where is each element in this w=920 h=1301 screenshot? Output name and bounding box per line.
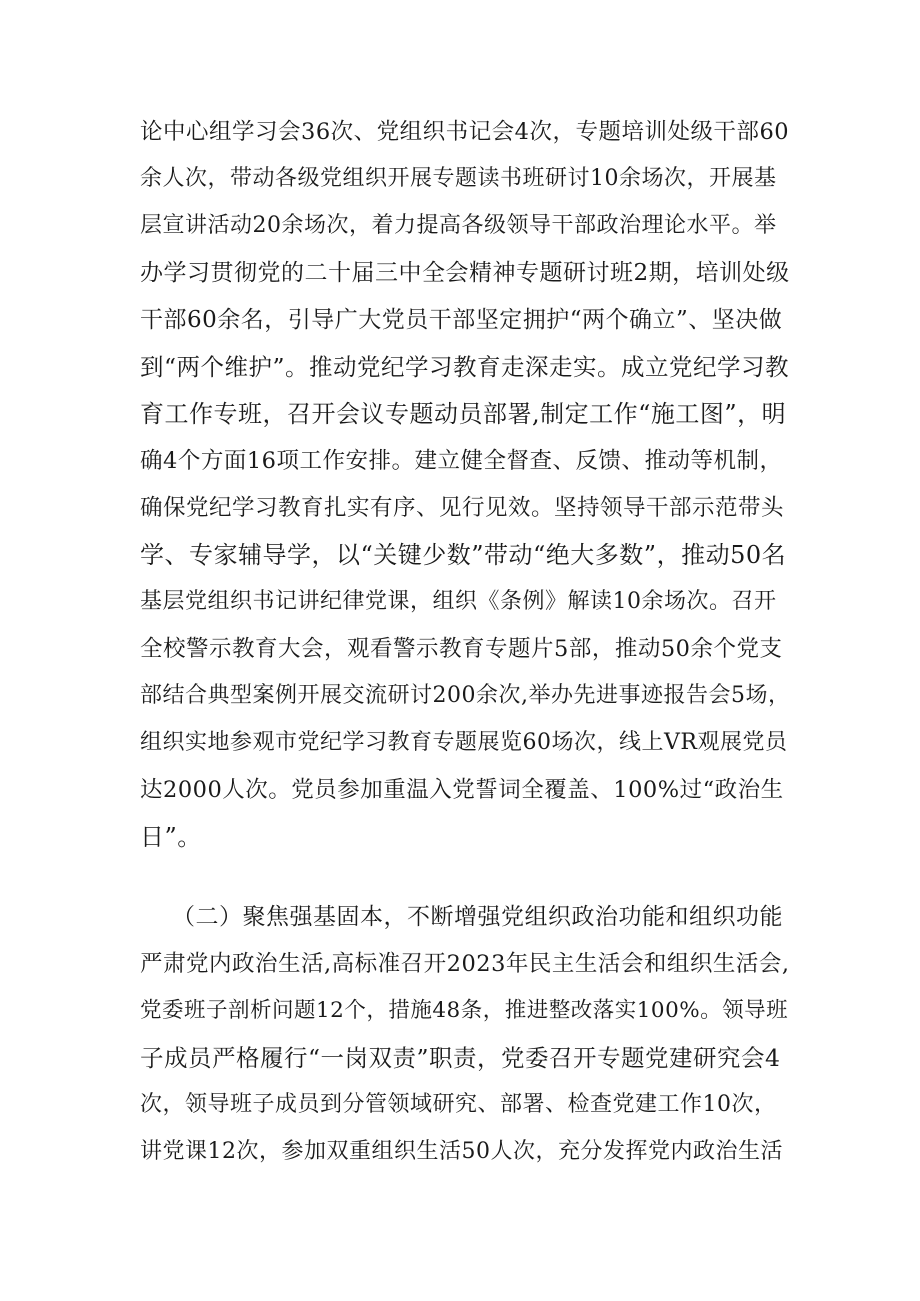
text-line: 部结合典型案例开展交流研讨200余次,举办先进事迹报告会5场， (140, 683, 791, 708)
text-line: 余人次，带动各级党组织开展专题读书班研讨10余场次，开展基 (140, 166, 777, 191)
text-line: 党委班子剖析问题12个，措施48条，推进整改落实100%。领导班 (140, 998, 789, 1023)
text-line: 组织实地参观市党纪学习教育专题展览60场次，线上VR观展党员 (140, 730, 788, 755)
text-line: 次，领导班子成员到分管领域研究、部署、检查党建工作10次， (140, 1092, 777, 1117)
text-line: 确保党纪学习教育扎实有序、见行见效。坚持领导干部示范带头 (140, 495, 785, 521)
text-line: 达2000人次。党员参加重温入党誓词全覆盖、100%过“政治生 (140, 777, 784, 803)
text-line: 严肃党内政治生活,高标准召开2023年民主生活会和组织生活会, (140, 951, 790, 977)
text-line: 确4个方面16项工作安排。建立健全督查、反馈、推动等机制， (140, 448, 783, 474)
text-line: 基层党组织书记讲纪律党课，组织《条例》解读10余场次。召开 (140, 589, 777, 614)
text-line: 子成员严格履行“一岗双责”职责，党委召开专题党建研究会4 (140, 1044, 781, 1072)
section-heading: （二）聚焦强基固本，不断增强党组织政治功能和组织功能 (172, 904, 783, 930)
text-line: 讲党课12次，参加双重组织生活50人次，充分发挥党内政治生活 (140, 1139, 783, 1164)
text-line: 层宣讲活动20余场次，着力提高各级领导干部政治理论水平。举 (140, 213, 777, 238)
text-line: 到“两个维护”。推动党纪学习教育走深走实。成立党纪学习教 (140, 353, 790, 381)
text-line: 论中心组学习会36次、党组织书记会4次，专题培训处级干部60 (140, 119, 790, 145)
text-line: 学、专家辅导学，以“关键少数”带动“绝大多数”，推动50名 (140, 541, 787, 569)
text-line: 育工作专班，召开会议专题动员部署,制定工作“施工图”，明 (140, 400, 787, 428)
text-line: 日”。 (140, 823, 202, 851)
text-line: 办学习贯彻党的二十届三中全会精神专题研讨班2期，培训处级 (140, 260, 790, 286)
text-line: 干部60余名，引导广大党员干部坚定拥护“两个确立”、坚决做 (140, 307, 783, 333)
text-line: 全校警示教育大会，观看警示教育专题片5部，推动50余个党支 (140, 636, 783, 662)
